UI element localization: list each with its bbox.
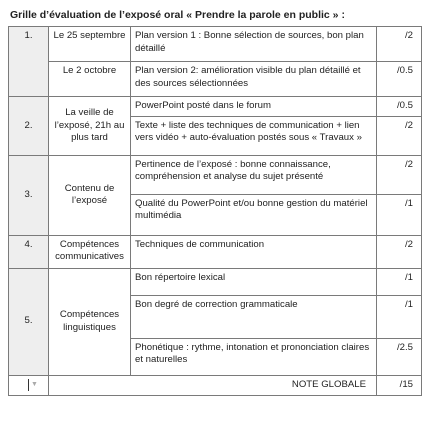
section-number: 4. [9, 235, 49, 268]
table-row [9, 27, 422, 62]
points[interactable]: /2 [377, 116, 422, 155]
criterion[interactable]: Qualité du PowerPoint et/ou bonne gestion du matériel multimédia [131, 194, 377, 235]
points[interactable]: /1 [377, 295, 422, 338]
total-label: NOTE GLOBALE [49, 375, 377, 395]
section-number: 2. [9, 97, 49, 156]
dropdown-arrow-icon[interactable]: ▼ [31, 380, 38, 388]
table-row [9, 97, 422, 117]
section-label: Compétences communicatives [49, 235, 131, 268]
section-label: Contenu de l’exposé [49, 155, 131, 235]
section-number: 5. [9, 268, 49, 375]
criterion[interactable]: Techniques de communication [131, 235, 377, 268]
text-cursor-cell[interactable] [9, 375, 49, 395]
page-title: Grille d’évaluation de l’exposé oral « Prendre la parole en public » : [10, 9, 345, 21]
criterion[interactable]: Pertinence de l’exposé : bonne connaissance, compréhension et analyse du sujet présenté [131, 155, 377, 194]
points[interactable]: /0.5 [377, 97, 422, 117]
table-row [9, 235, 422, 268]
criterion[interactable]: Plan version 1 : Bonne sélection de sources, bon plan détaillé [131, 27, 377, 62]
criterion[interactable]: Plan version 2: amélioration visible du plan détaillé et des sources sélectionnées [131, 62, 377, 97]
section-date: Le 25 septembre [49, 27, 131, 62]
criterion[interactable]: Texte + liste des techniques de communication + lien vers vidéo + auto-évaluation postés sous « Travaux » [131, 116, 377, 155]
table-row [9, 62, 422, 97]
section-number: 1. [9, 27, 49, 97]
criterion[interactable]: PowerPoint posté dans le forum [131, 97, 377, 117]
points[interactable]: /2 [377, 27, 422, 62]
table-row [9, 155, 422, 194]
points[interactable]: /1 [377, 268, 422, 295]
total-points[interactable]: /15 [377, 375, 422, 395]
criterion[interactable]: Bon degré de correction grammaticale [131, 295, 377, 338]
points[interactable]: /2 [377, 235, 422, 268]
section-label: La veille de l’exposé, 21h au plus tard [49, 97, 131, 156]
points[interactable]: /2.5 [377, 338, 422, 375]
section-label: Compétences linguistiques [49, 268, 131, 375]
points[interactable]: /0.5 [377, 62, 422, 97]
text-cursor [28, 379, 29, 391]
points[interactable]: /2 [377, 155, 422, 194]
evaluation-grid [8, 26, 422, 396]
section-number: 3. [9, 155, 49, 235]
criterion[interactable]: Bon répertoire lexical [131, 268, 377, 295]
section-date: Le 2 octobre [49, 62, 131, 97]
table-row [9, 268, 422, 295]
total-row [9, 375, 422, 395]
points[interactable]: /1 [377, 194, 422, 235]
criterion[interactable]: Phonétique : rythme, intonation et prononciation claires et naturelles [131, 338, 377, 375]
